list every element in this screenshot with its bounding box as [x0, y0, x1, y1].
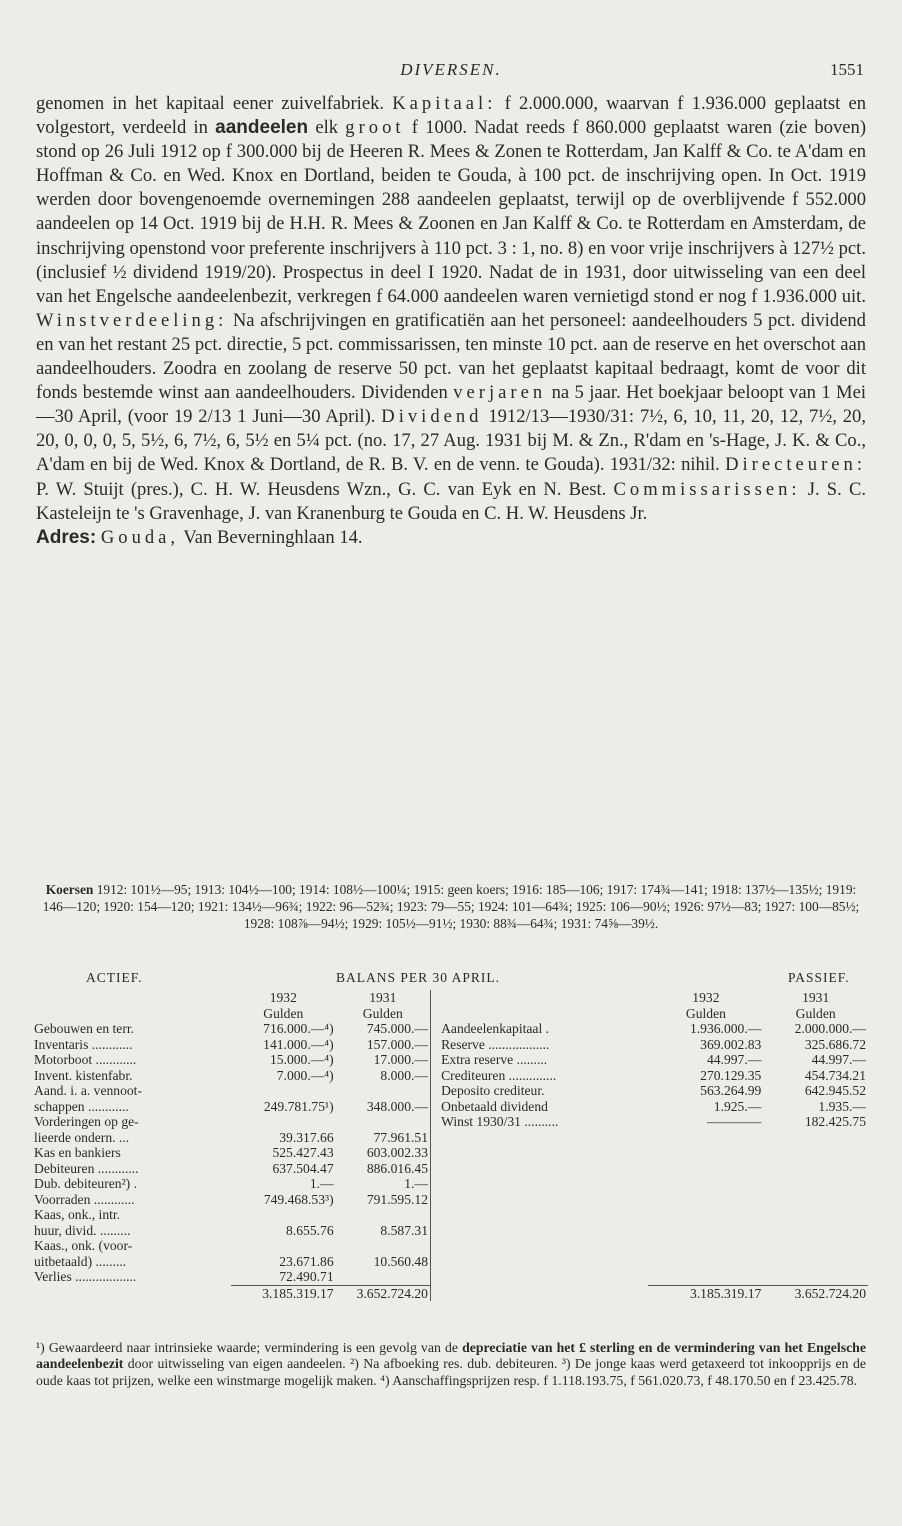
actief-value-1932: 249.781.75¹) [263, 1098, 334, 1114]
main-paragraph [36, 92, 866, 526]
actief-label: lieerde ondern. ... [34, 1129, 130, 1145]
passief-value-1931 [763, 1238, 868, 1254]
passief-value-1932 [648, 1161, 763, 1177]
passief-value-1932: 1.936.000.— [689, 1021, 762, 1036]
actief-value-1931 [336, 1269, 431, 1285]
table-row [32, 1114, 868, 1130]
table-row [32, 1223, 868, 1239]
passief-value-1931: 1.935.— [818, 1098, 866, 1114]
table-row [32, 1207, 868, 1223]
actief-value-1931: 157.000.— [366, 1036, 428, 1052]
passief-value-1931 [763, 1176, 868, 1192]
address-street: Van Beverninghlaan 14. [183, 526, 363, 548]
actief-label: Vorderingen op ge- [34, 1114, 139, 1129]
year-actief-1931: 1931 [369, 990, 397, 1005]
total-passief-1931: 3.652.724.20 [763, 1285, 868, 1301]
passief-value-1931: 2.000.000.— [794, 1021, 866, 1036]
passief-value-1932 [648, 1238, 763, 1254]
totals-spacer [435, 1285, 648, 1301]
actief-value-1932: 525.427.43 [272, 1145, 334, 1160]
balance-title: BALANS PER 30 APRIL. [336, 970, 501, 985]
passief-label [435, 1238, 648, 1254]
table-row [32, 1037, 868, 1053]
footnote-rest: door uitwisseling van eigen aandeelen. ²) Na afboeking res. dub. debiteuren. ³) De jonge kaas werd getaxeerd tot inkoopprijs en de oude kaas tot prijzen, welke een winstmarge mogelijk maken. ⁴) Aanschaffingsprijzen resp. f 1.118.193.75, f 561.020.73, f 48.170.50 en f 23.425.78. [36, 1356, 866, 1388]
passief-value-1931 [763, 1145, 868, 1161]
currency-header-row [32, 1006, 868, 1022]
passief-value-1932 [648, 1223, 763, 1239]
passief-value-1932 [648, 1130, 763, 1146]
table-row [32, 1068, 868, 1084]
passief-value-1931 [763, 1269, 868, 1285]
actief-label: Kas en bankiers [34, 1145, 121, 1160]
footnotes [36, 1340, 866, 1389]
table-row [32, 1130, 868, 1146]
actief-value-1932: 716.000.—⁴) [263, 1021, 334, 1036]
text-fiscal-year: na 5 jaar. Het boekjaar beloopt van 1 Mei—30 April, (voor 19 2/13 1 Juni—30 April). [36, 382, 866, 428]
table-row [32, 1145, 868, 1161]
actief-value-1932: 141.000.—⁴) [263, 1036, 334, 1052]
passief-label [435, 1207, 648, 1223]
actief-label: Inventaris ............ [34, 1036, 133, 1052]
address-line [36, 526, 866, 550]
passief-label: Winst 1930/31 .......... [441, 1114, 559, 1129]
actief-value-1932: 1.— [309, 1176, 334, 1191]
passief-label: Crediteuren .............. [441, 1067, 557, 1083]
actief-label: Debiteuren ............ [34, 1160, 139, 1176]
currency-actief-1931: Gulden [362, 1005, 403, 1021]
company-description [36, 92, 866, 550]
actief-value-1931: 791.595.12 [366, 1191, 428, 1207]
actief-value-1932 [231, 1083, 336, 1099]
actief-value-1932 [231, 1207, 336, 1223]
actief-value-1932: 749.468.53³) [263, 1191, 334, 1207]
label-groot: groot [345, 117, 405, 139]
actief-value-1931: 1.— [404, 1176, 428, 1191]
balance-heading [36, 970, 866, 990]
actief-value-1931 [336, 1114, 431, 1130]
year-actief-1932: 1932 [269, 990, 297, 1005]
table-row [32, 1099, 868, 1115]
passief-label: Extra reserve ......... [441, 1052, 548, 1067]
actief-value-1931: 10.560.48 [373, 1253, 428, 1269]
passief-label: Deposito crediteur. [441, 1083, 545, 1098]
text-directors: P. W. Stuijt (pres.), C. H. W. Heusdens Wzn., G. C. van Eyk en N. Best. [36, 478, 607, 500]
currency-actief-1932: Gulden [263, 1005, 304, 1021]
label-dividend: Dividend [381, 406, 483, 428]
actief-value-1932: 39.317.66 [279, 1129, 334, 1145]
passief-value-1931 [763, 1207, 868, 1223]
label-kapitaal: Kapitaal: [392, 93, 497, 114]
passief-label [435, 1161, 648, 1177]
passief-value-1931: 642.945.52 [804, 1083, 866, 1098]
passief-value-1931 [763, 1223, 868, 1239]
text-capital-intro: genomen in het kapitaal eener zuivelfabriek. [36, 93, 385, 114]
table-row [32, 1192, 868, 1208]
actief-value-1931 [336, 1207, 431, 1223]
passief-value-1931: 182.425.75 [804, 1114, 866, 1129]
passief-label [435, 1223, 648, 1239]
total-actief-1931: 3.652.724.20 [336, 1285, 431, 1301]
passief-value-1932 [648, 1176, 763, 1192]
actief-value-1931: 77.961.51 [373, 1129, 428, 1145]
passief-label [435, 1192, 648, 1208]
passief-value-1932: 44.997.— [706, 1052, 762, 1067]
passief-label: Onbetaald dividend [441, 1098, 548, 1114]
text-commissioners: J. S. C. Kasteleijn te 's Gravenhage, J. van Kranenburg te Gouda en C. H. W. Heusdens Jr. [36, 478, 866, 524]
currency-passief-1932: Gulden [685, 1005, 726, 1021]
passief-value-1932 [648, 1207, 763, 1223]
section-title: DIVERSEN. [400, 60, 502, 79]
label-verjaren: verjaren [453, 382, 547, 404]
actief-value-1931: 348.000.— [366, 1098, 428, 1114]
label-winstverdeeling: Winstverdeeling: [36, 309, 228, 331]
footnote-text [36, 1340, 866, 1389]
totals-row [32, 1285, 868, 1301]
actief-label: Kaas, onk., intr. [34, 1207, 121, 1222]
text-capital-amount: f 2.000.000, waarvan f 1.936.000 geplaatst en volgestort, verdeeld in [36, 93, 867, 139]
actief-value-1931: 17.000.— [373, 1052, 428, 1067]
passief-label [435, 1145, 648, 1161]
text-issue-history: f 1000. Nadat reeds f 860.000 geplaatst waren (zie boven) stond op 26 Juli 1912 op f 300.000 bij de Heeren R. Mees & Zonen te Rotterdam, Jan Kalff & Co. te A'dam en Hoffman & Co. en Wed. Knox en Dortland, beiden te Gouda, à 100 pct. de inschrijving open. In Oct. 1919 werden door bovengenoemde overnemingen 288 aandeelen geplaatst, terwijl op de overblijvende f 552.000 aandeelen op 14 Oct. 1919 bij de H.H. R. Mees & Zoonen en Jan Kalff & Co. te Rotterdam en Amsterdam, de inschrijving openstond voor preferente inschrijvers à 110 pct. 3 : 1, no. 8) en voor vrije inschrijvers à 127½ pct. (inclusief ½ dividend 1919/20). Prospectus in deel I 1920. Nadat de in 1931, door uitwisseling van een deel van het Engelsche aandeelenbezit, verkregen f 64.000 aandeelen waren vernietigd stond er nog f 1.936.000 uit. [36, 117, 867, 307]
passief-label [435, 1269, 648, 1285]
table-row [32, 1269, 868, 1285]
table-row [32, 1052, 868, 1068]
currency-passief-1931: Gulden [795, 1005, 836, 1021]
actief-label: Invent. kistenfabr. [34, 1067, 133, 1083]
actief-label: Kaas., onk. (voor- [34, 1238, 133, 1253]
label-koersen: Koersen [45, 882, 94, 897]
passief-value-1931 [763, 1130, 868, 1146]
actief-value-1931: 8.587.31 [380, 1222, 428, 1238]
footnote-1-bold: depreciatie van het £ sterling en de vermindering van het Engelsche aandeelenbezit [36, 1340, 866, 1372]
passief-label: Aandeelenkapitaal . [441, 1021, 550, 1036]
actief-value-1931 [336, 1083, 431, 1099]
passief-value-1931 [763, 1161, 868, 1177]
total-actief-1932: 3.185.319.17 [231, 1285, 336, 1301]
table-row [32, 1161, 868, 1177]
table-row [32, 1238, 868, 1254]
stock-prices-text: 1912: 101½—95; 1913: 104½—100; 1914: 108½—100¼; 1915: geen koers; 1916: 185—106; 1917: 174¾—141; 1918: 137½—135½; 1919: 146—120; 1920: 154—120; 1921: 134½—96¾; 1922: 96—52¾; 1923: 79—55; 1924: 101—64¾; 1925: 106—90½; 1926: 97½—83; 1927: 100—85½; 1928: 108⅞—94½; 1929: 105½—91½; 1930: 88¾—64¾; 1931: 74⅝—39½. [42, 882, 860, 931]
table-row [32, 1176, 868, 1192]
label-passief: PASSIEF. [788, 970, 850, 985]
passief-label [435, 1130, 648, 1146]
actief-label: schappen ............ [34, 1098, 129, 1114]
table-row [32, 1083, 868, 1099]
passief-value-1932: ———— [706, 1114, 762, 1129]
passief-value-1932: 563.264.99 [700, 1083, 762, 1098]
actief-value-1931: 8.000.— [380, 1067, 428, 1083]
running-head [36, 60, 866, 86]
actief-label: uitbetaald) ......... [34, 1253, 127, 1269]
table-row [32, 1021, 868, 1037]
actief-value-1931 [336, 1238, 431, 1254]
label-directeuren: Directeuren: [725, 454, 866, 476]
label-commissarissen: Commissarissen: [613, 478, 801, 500]
actief-label: huur, divid. ......... [34, 1222, 131, 1238]
passief-value-1932 [648, 1145, 763, 1161]
total-passief-1932: 3.185.319.17 [648, 1285, 763, 1301]
actief-label: Voorraden ............ [34, 1191, 135, 1207]
year-header-row [32, 990, 868, 1006]
actief-value-1932: 15.000.—⁴) [269, 1052, 334, 1067]
text-elk: elk [315, 117, 339, 139]
footnote-1-start: ¹) Gewaardeerd naar intrinsieke waarde; vermindering is een gevolg van de [36, 1340, 458, 1355]
year-passief-1932: 1932 [692, 990, 720, 1005]
text-dividends: 1912/13—1930/31: 7½, 6, 10, 11, 20, 12, 7½, 20, 20, 0, 0, 0, 5, 5½, 6, 7½, 6, 5½ en 5¼ pct. (no. 17, 27 Aug. 1931 bij M. & Zn., R'dam en 's-Hage, J. K. & Co., A'dam en bij de Wed. Knox & Dortland, de R. B. V. en de venn. te Gouda). 1931/32: nihil. [36, 406, 866, 476]
passief-value-1931 [763, 1254, 868, 1270]
actief-label: Aand. i. a. vennoot- [34, 1083, 142, 1098]
passief-value-1931: 325.686.72 [804, 1036, 866, 1052]
table-row [32, 1254, 868, 1270]
label-aandeelen: aandeelen [215, 117, 309, 139]
passief-value-1931 [763, 1192, 868, 1208]
totals-spacer [32, 1285, 231, 1301]
actief-label: Motorboot ............ [34, 1052, 137, 1067]
passief-value-1932: 1.925.— [713, 1098, 762, 1114]
passief-label [435, 1254, 648, 1270]
page-number: 1551 [830, 60, 864, 79]
actief-label: Dub. debiteuren²) . [34, 1176, 137, 1191]
actief-value-1932: 23.671.86 [279, 1253, 334, 1269]
actief-value-1932 [231, 1114, 336, 1130]
balance-sheet [32, 990, 868, 1301]
actief-label: Verlies .................. [34, 1269, 137, 1284]
passief-value-1932 [648, 1254, 763, 1270]
passief-label: Reserve .................. [441, 1036, 550, 1052]
actief-value-1932 [231, 1238, 336, 1254]
actief-value-1932: 637.504.47 [272, 1160, 334, 1176]
passief-value-1932 [648, 1192, 763, 1208]
passief-value-1931: 454.734.21 [804, 1067, 866, 1083]
actief-value-1931: 603.002.33 [366, 1145, 428, 1160]
passief-value-1931: 44.997.— [811, 1052, 866, 1067]
label-adres: Adres: [36, 526, 97, 548]
actief-label: Gebouwen en terr. [34, 1021, 135, 1036]
actief-value-1932: 7.000.—⁴) [276, 1067, 334, 1083]
label-actief: ACTIEF. [86, 970, 143, 985]
stock-prices [36, 881, 866, 932]
text-profit-distribution: Na afschrijvingen en gratificatiën aan het personeel: aandeelhouders 5 pct. dividend en van het restant 25 pct. directie, 5 pct. commissarissen, ten minste 10 pct. aan de reserve en het overschot aan aandeelhouders. Zoodra en zoolang de reserve 50 pct. van het geplaatst kapitaal bedraagt, komt de voor dit fonds bestemde winst aan aandeelhouders. Dividenden [36, 309, 866, 404]
actief-value-1932: 8.655.76 [286, 1222, 334, 1238]
address-city: Gouda, [100, 526, 180, 548]
passief-value-1932: 369.002.83 [700, 1036, 762, 1052]
passief-label [435, 1176, 648, 1192]
actief-value-1932: 72.490.71 [279, 1269, 334, 1284]
actief-value-1931: 886.016.45 [366, 1160, 428, 1176]
actief-value-1931: 745.000.— [366, 1021, 428, 1036]
passief-value-1932: 270.129.35 [700, 1067, 762, 1083]
year-passief-1931: 1931 [802, 990, 830, 1005]
passief-value-1932 [648, 1269, 763, 1285]
